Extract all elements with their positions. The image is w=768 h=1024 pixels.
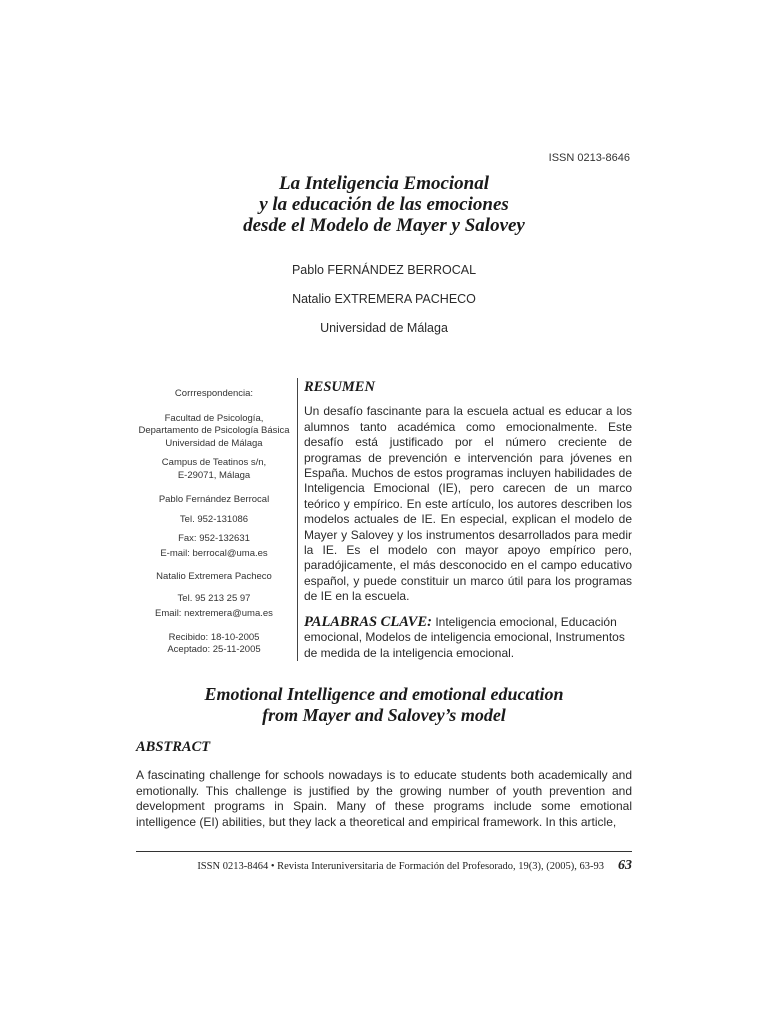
article-title <box>0 173 768 236</box>
person-2-email: Email: nextremera@uma.es <box>155 608 273 619</box>
page-number: 63 <box>618 858 632 873</box>
title-line-3: desde el Modelo de Mayer y Salovey <box>243 215 525 236</box>
person-2-tel: Tel. 95 213 25 97 <box>177 592 251 604</box>
resumen-section <box>304 380 632 661</box>
person-1-email: E-mail: berrocal@uma.es <box>160 547 268 559</box>
person-2-name: Natalio Extremera Pacheco <box>156 571 272 582</box>
address-line: Departamento de Psicología Básica <box>138 425 290 436</box>
keywords-text: Inteligencia emocional, Educación emocional, Modelos de inteligencia emocional, Instrumentos de medida de la inteligencia emocional. <box>304 614 625 660</box>
english-title-line-2: from Mayer and Salovey’s model <box>262 705 506 725</box>
english-title-line-1: Emotional Intelligence and emotional education <box>204 684 564 704</box>
abstract-heading: ABSTRACT <box>136 739 211 755</box>
received-date: Recibido: 18-10-2005 <box>168 631 260 643</box>
correspondence-column <box>133 388 295 657</box>
person-1-tel: Tel. 952-131086 <box>179 513 249 525</box>
correspondence-address-1 <box>133 413 295 451</box>
page-footer <box>136 858 632 874</box>
resumen-body: Un desafío fascinante para la escuela actual es educar a los alumnos tanto académica como emocionalmente. Este desafío está justificado por el número creciente de programas de prevención e intervención para jóvenes en España. Muchos de estos programas incluyen habilidades de Inteligencia Emocional (IE), pero carecen de un marco teórico y empírico. En este artículo, los autores describen los modelos actuales de IE. En especial, explican el modelo de Mayer y Salovey y los instrumentos desarrollados para medir la IE. Es el modelo con mayor apoyo empírico pero, paradójicamente, el más desconocido en el campo educativo español, y puede constituir un marco útil para los programas de IE en la escuela. <box>304 404 632 604</box>
person-1-name: Pablo Fernández Berrocal <box>158 494 270 505</box>
person-1-fax: Fax: 952-132631 <box>178 533 250 544</box>
authors-block <box>0 262 768 349</box>
footer-rule <box>136 851 632 852</box>
address-line: E-29071, Málaga <box>177 469 251 481</box>
accepted-date: Aceptado: 25-11-2005 <box>167 644 261 655</box>
column-divider <box>297 378 298 661</box>
resumen-heading: RESUMEN <box>304 379 375 395</box>
correspondence-address-2 <box>133 457 295 482</box>
abstract-body: A fascinating challenge for schools nowadays is to educate students both academically and emotionally. This challenge is justified by the growing number of youth prevention and development programs in Spain. Many of these programs include some emotional intelligence (EI) abilities, but they lack a theoretical and empirical framework. In this article, <box>136 768 632 829</box>
address-line: Universidad de Málaga <box>165 437 263 449</box>
title-line-1: La Inteligencia Emocional <box>278 173 490 194</box>
affiliation: Universidad de Málaga <box>320 321 448 335</box>
keywords-label: PALABRAS CLAVE: <box>304 613 432 630</box>
title-line-2: y la educación de las emociones <box>259 194 509 215</box>
keywords <box>304 615 632 661</box>
correspondence-heading: Corrrespondencia: <box>174 388 254 399</box>
address-line: Campus de Teatinos s/n, <box>161 457 267 468</box>
author-1: Pablo FERNÁNDEZ BERROCAL <box>291 263 477 277</box>
author-2: Natalio EXTREMERA PACHECO <box>292 292 476 306</box>
address-line: Facultad de Psicología, <box>164 412 264 424</box>
english-title <box>0 684 768 726</box>
footer-reference: ISSN 0213-8464 • Revista Interuniversitaria de Formación del Profesorado, 19(3), (2005), 63-93 <box>197 861 604 872</box>
issn-header: ISSN 0213-8646 <box>548 152 630 164</box>
